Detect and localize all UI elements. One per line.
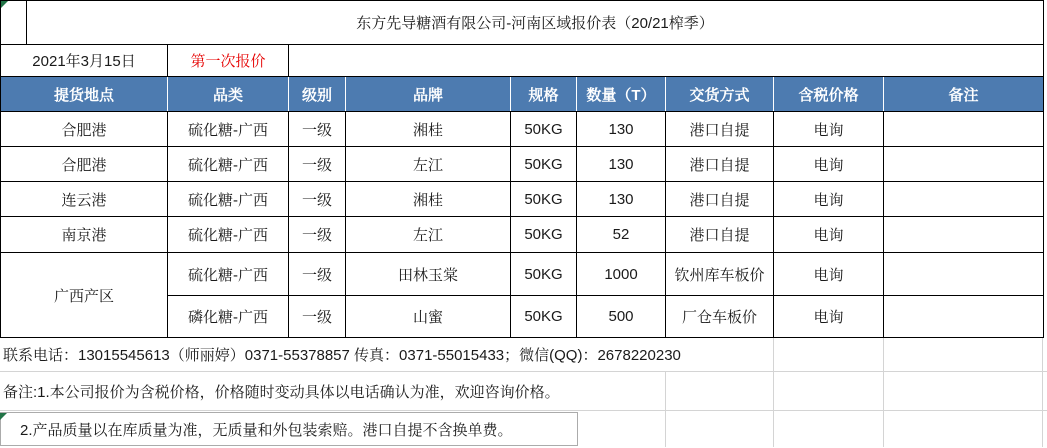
cell-price[interactable]: 电询 [774, 217, 884, 253]
cell-price[interactable]: 电询 [774, 147, 884, 182]
cell-category[interactable]: 硫化糖-广西 [168, 182, 289, 217]
cell-brand[interactable]: 田林玉棠 [346, 253, 511, 296]
cell-location[interactable]: 合肥港 [1, 112, 168, 147]
cell-brand[interactable]: 左江 [346, 147, 511, 182]
remark-row-2[interactable] [0, 411, 1047, 447]
cell-grade[interactable]: 一级 [289, 112, 346, 147]
cell-delivery[interactable]: 港口自提 [666, 182, 774, 217]
cell-grade[interactable]: 一级 [289, 217, 346, 253]
date-row [1, 45, 1044, 77]
corner-cell[interactable] [1, 1, 27, 45]
cell-location[interactable]: 合肥港 [1, 147, 168, 182]
gridline [665, 411, 666, 447]
quote-date[interactable]: 2021年3月15日 [1, 45, 168, 77]
cell-spec[interactable]: 50KG [511, 296, 577, 338]
cell-spec[interactable]: 50KG [511, 147, 577, 182]
remark-row-1[interactable] [0, 372, 1047, 411]
cell-price[interactable]: 电询 [774, 253, 884, 296]
cell-note[interactable] [884, 217, 1044, 253]
table-header-row [1, 77, 1044, 112]
col-header-note[interactable]: 备注 [884, 77, 1044, 112]
cell-qty[interactable]: 52 [577, 217, 666, 253]
gridline [773, 338, 774, 371]
col-header-price[interactable]: 含税价格 [774, 77, 884, 112]
cell-price[interactable]: 电询 [774, 112, 884, 147]
cell-brand[interactable]: 山蜜 [346, 296, 511, 338]
cell-location[interactable]: 连云港 [1, 182, 168, 217]
cell-brand[interactable]: 湘桂 [346, 112, 511, 147]
cell-note[interactable] [884, 253, 1044, 296]
gridline [773, 372, 774, 410]
cell-flag-icon [1, 1, 8, 8]
cell-spec[interactable]: 50KG [511, 112, 577, 147]
cell-grade[interactable]: 一级 [289, 253, 346, 296]
gridline [1042, 372, 1043, 410]
cell-location-merged[interactable]: 广西产区 [1, 253, 168, 338]
table-row [1, 182, 1044, 217]
cell-location[interactable]: 南京港 [1, 217, 168, 253]
cell-brand[interactable]: 左江 [346, 217, 511, 253]
cell-qty[interactable]: 130 [577, 147, 666, 182]
cell-note[interactable] [884, 182, 1044, 217]
col-header-grade[interactable]: 级别 [289, 77, 346, 112]
col-header-category[interactable]: 品类 [168, 77, 289, 112]
table-row [1, 147, 1044, 182]
gridline [883, 338, 884, 371]
cell-note[interactable] [884, 147, 1044, 182]
cell-delivery[interactable]: 港口自提 [666, 112, 774, 147]
table-row [1, 253, 1044, 296]
cell-note[interactable] [884, 296, 1044, 338]
cell-category[interactable]: 磷化糖-广西 [168, 296, 289, 338]
cell-delivery[interactable]: 港口自提 [666, 147, 774, 182]
title-row [1, 1, 1044, 45]
cell-price[interactable]: 电询 [774, 182, 884, 217]
remark-line-2: 2.产品质量以在库质量为准，无质量和外包装索赔。港口自提不含换单费。 [20, 421, 513, 439]
gridline [665, 372, 666, 410]
gridline [883, 411, 884, 447]
cell-qty[interactable]: 1000 [577, 253, 666, 296]
quote-round-label[interactable]: 第一次报价 [168, 45, 289, 77]
cell-category[interactable]: 硫化糖-广西 [168, 147, 289, 182]
contact-info: 联系电话：13015545613（师丽婷）0371-55378857 传真：0371-55015433；微信(QQ)：2678220230 [3, 347, 681, 364]
cell-spec[interactable]: 50KG [511, 217, 577, 253]
cell-grade[interactable]: 一级 [289, 147, 346, 182]
cell-spec[interactable]: 50KG [511, 253, 577, 296]
cell-brand[interactable]: 湘桂 [346, 182, 511, 217]
col-header-spec[interactable]: 规格 [511, 77, 577, 112]
cell-note[interactable] [884, 112, 1044, 147]
col-header-qty[interactable]: 数量（T） [577, 77, 666, 112]
page-title[interactable]: 东方先导糖酒有限公司-河南区域报价表（20/21榨季） [27, 1, 1044, 45]
table-row [1, 217, 1044, 253]
cell-price[interactable]: 电询 [774, 296, 884, 338]
remark-line-1: 备注:1.本公司报价为含税价格，价格随时变动具体以电话确认为准，欢迎咨询价格。 [3, 383, 560, 401]
cell-qty[interactable]: 130 [577, 182, 666, 217]
cell-grade[interactable]: 一级 [289, 182, 346, 217]
cell-delivery[interactable]: 钦州库车板价 [666, 253, 774, 296]
empty-cell[interactable] [289, 45, 1044, 77]
col-header-location[interactable]: 提货地点 [1, 77, 168, 112]
gridline [883, 372, 884, 410]
cell-flag-icon [0, 413, 7, 420]
col-header-brand[interactable]: 品牌 [346, 77, 511, 112]
cell-category[interactable]: 硫化糖-广西 [168, 253, 289, 296]
gridline [1042, 338, 1043, 371]
cell-qty[interactable]: 130 [577, 112, 666, 147]
cell-grade[interactable]: 一级 [289, 296, 346, 338]
cell-category[interactable]: 硫化糖-广西 [168, 112, 289, 147]
cell-delivery[interactable]: 港口自提 [666, 217, 774, 253]
gridline [1042, 411, 1043, 447]
cell-spec[interactable]: 50KG [511, 182, 577, 217]
table-row [1, 112, 1044, 147]
cell-qty[interactable]: 500 [577, 296, 666, 338]
cell-delivery[interactable]: 厂仓车板价 [666, 296, 774, 338]
cell-category[interactable]: 硫化糖-广西 [168, 217, 289, 253]
gridline [773, 411, 774, 447]
contact-row[interactable] [0, 338, 1047, 372]
col-header-delivery[interactable]: 交货方式 [666, 77, 774, 112]
